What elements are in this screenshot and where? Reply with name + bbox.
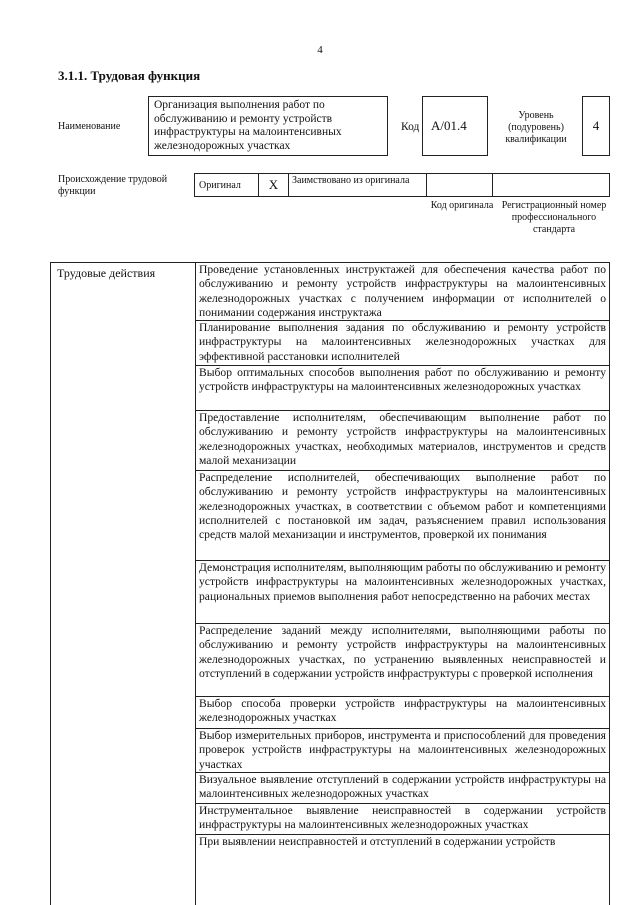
origin-label: Происхождение трудовой функции bbox=[58, 174, 168, 197]
action-item: Проведение установленных инструктажей для обеспечения качества работ по обслуживанию и ремонту устройств инфраструктуры на малоинтенсивных железнодорожных участках с получением информации от исполнителей о понимании содержания инструктажа bbox=[196, 263, 609, 321]
labor-actions-list bbox=[196, 263, 609, 875]
origin-table bbox=[194, 173, 610, 197]
code-label: Код bbox=[401, 121, 420, 133]
action-item: Распределение заданий между исполнителями, выполняющими работы по обслуживанию и ремонту устройств инфраструктуры на малоинтенсивных железнодорожных участках, по устранению выявленных неисправностей и отступлений в содержании устройств инфраструктуры с проверкой исполнения bbox=[196, 624, 609, 697]
action-item: Распределение исполнителей, обеспечивающих выполнение работ по обслуживанию и ремонту устройств инфраструктуры на малоинтенсивных железнодорожных участках, в соответствии с объемом работ и компетенциями исполнителей с постановкой им задач, разъяснением правил использования средств малой механизации и инструментов, проверкой их понимания bbox=[196, 471, 609, 561]
name-label: Наименование bbox=[58, 121, 121, 132]
code-value: А/01.4 bbox=[422, 96, 488, 156]
labor-actions-label-cell bbox=[51, 263, 196, 905]
page-number: 4 bbox=[317, 44, 323, 56]
labor-actions-label: Трудовые действия bbox=[57, 266, 156, 280]
borrowed-label: Заимствовано из оригинала bbox=[289, 174, 427, 196]
level-label: Уровень (подуровень) квалификации bbox=[505, 110, 567, 145]
labor-actions-table bbox=[50, 262, 610, 905]
original-mark: X bbox=[259, 174, 289, 196]
name-value: Организация выполнения работ по обслуживанию и ремонту устройств инфраструктуры на малоинтенсивных железнодорожных участках bbox=[148, 96, 388, 156]
action-item: При выявлении неисправностей и отступлений в содержании устройств bbox=[199, 835, 556, 848]
origin-code-cell bbox=[427, 174, 493, 196]
action-item: Планирование выполнения задания по обслуживанию и ремонту устройств инфраструктуры на малоинтенсивных железнодорожных участках для эффективной расстановки исполнителей bbox=[196, 321, 609, 366]
level-value: 4 bbox=[582, 96, 610, 156]
origin-code-label: Код оригинала bbox=[430, 200, 494, 211]
action-item: Визуальное выявление отступлений в содержании устройств инфраструктуры на малоинтенсивных железнодорожных участках bbox=[196, 773, 609, 804]
action-item: Выбор оптимальных способов выполнения работ по обслуживанию и ремонту устройств инфраструктуры на малоинтенсивных железнодорожных участках bbox=[196, 366, 609, 411]
reg-number-cell bbox=[493, 174, 609, 196]
reg-number-label: Регистрационный номер профессионального стандарта bbox=[501, 200, 607, 235]
action-item: Выбор способа проверки устройств инфраструктуры на малоинтенсивных железнодорожных участках bbox=[196, 697, 609, 729]
section-title: 3.1.1. Трудовая функция bbox=[58, 68, 201, 83]
action-item: Выбор измерительных приборов, инструмента и приспособлений для проведения проверок устройств инфраструктуры на малоинтенсивных железнодорожных участках bbox=[196, 729, 609, 773]
action-item: Демонстрация исполнителям, выполняющим работы по обслуживанию и ремонту устройств инфраструктуры на малоинтенсивных железнодорожных участках, рациональных приемов выполнения работ непосредственно на рабочих местах bbox=[196, 561, 609, 624]
action-item: Предоставление исполнителям, обеспечивающим выполнение работ по обслуживанию и ремонту устройств инфраструктуры на малоинтенсивных железнодорожных участках, необходимых материалов, инструментов и средств малой механизации bbox=[196, 411, 609, 471]
original-label: Оригинал bbox=[195, 174, 259, 196]
action-item: Инструментальное выявление неисправностей в содержании устройств инфраструктуры на малоинтенсивных железнодорожных участках bbox=[196, 804, 609, 835]
